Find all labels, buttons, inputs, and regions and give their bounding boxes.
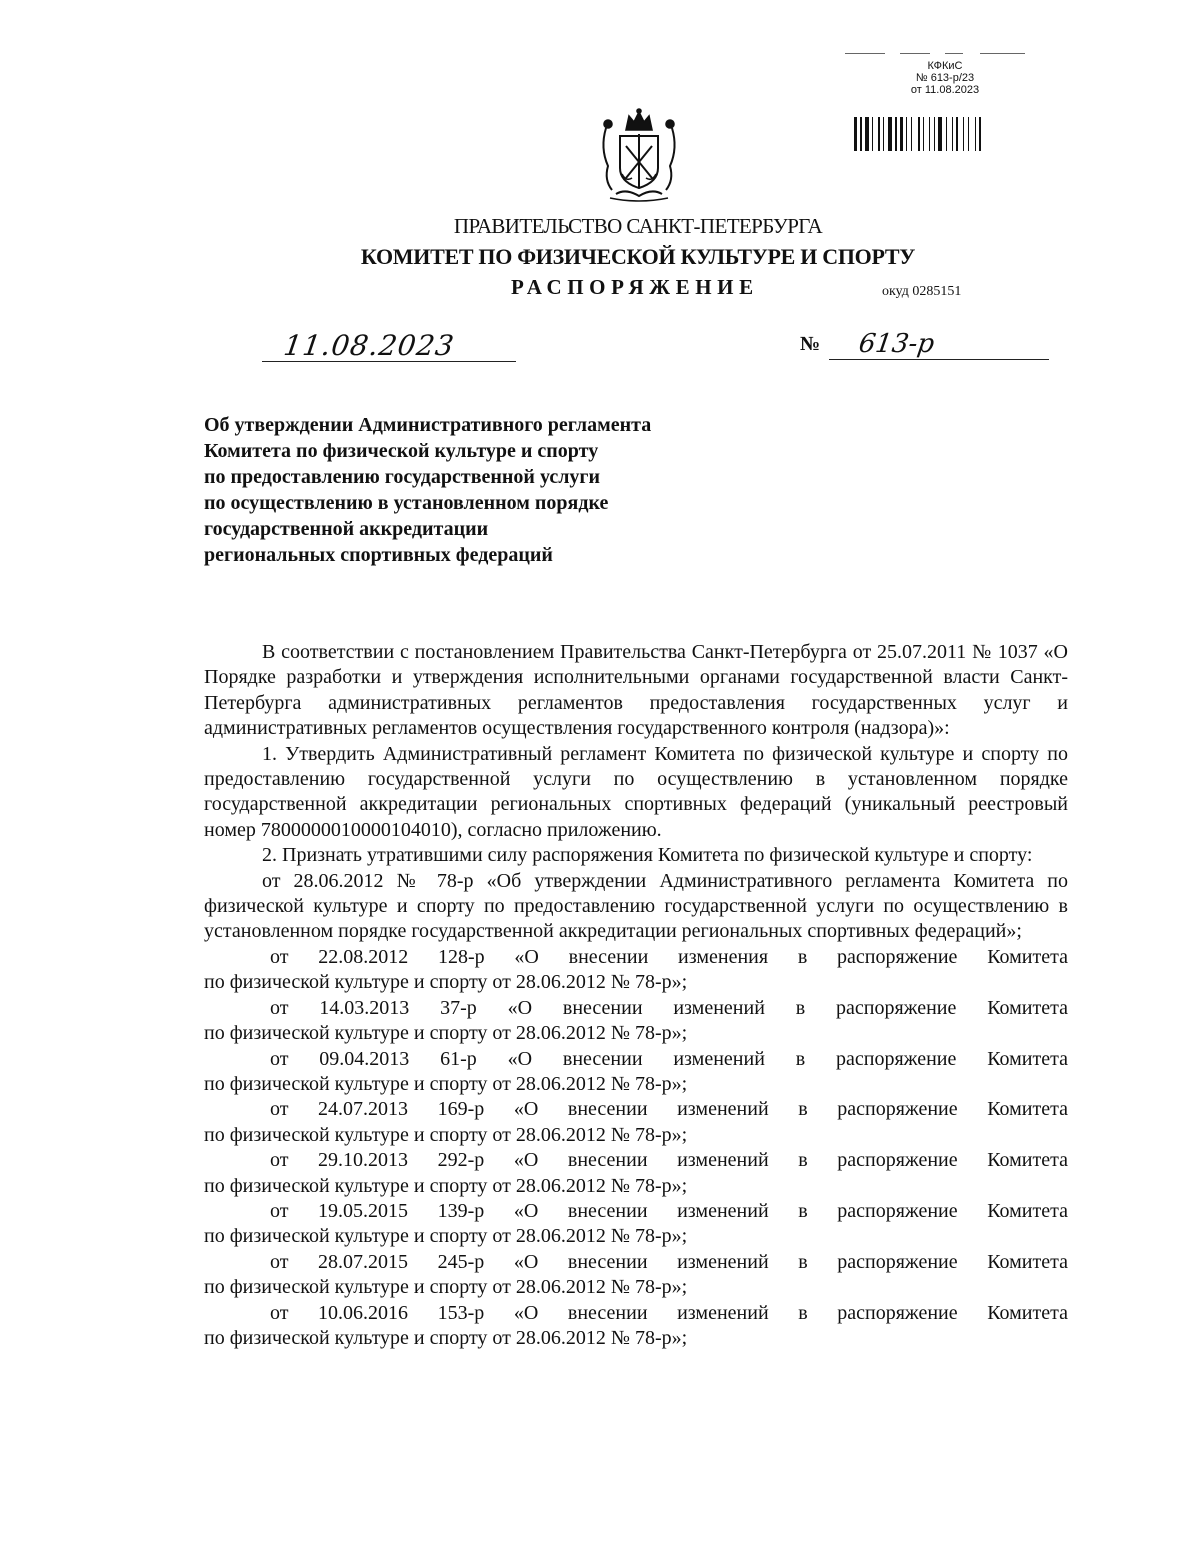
stamp-org: КФКиС	[927, 60, 963, 72]
amendment-head: от 24.07.2013 169-р «О внесении изменений в распоряжение Комитета	[270, 1098, 1068, 1121]
amendment-head: от 22.08.2012 128-р «О внесении изменения в распоряжение Комитета	[270, 945, 1068, 968]
amendment-head: от 10.06.2016 153-р «О внесении изменений в распоряжение Комитета	[270, 1301, 1068, 1324]
amendment-head: от 19.05.2015 139-р «О внесении изменений в распоряжение Комитета	[270, 1199, 1068, 1222]
amendment-head: от 14.03.2013 37-р «О внесении изменений в распоряжение Комитета	[270, 996, 1068, 1019]
document-date: 11.08.2023	[281, 329, 457, 362]
document-number: 613-р	[856, 329, 937, 359]
amendment-tail: по физической культуре и спорту от 28.06.2012 № 78-р»;	[204, 1022, 688, 1045]
registration-stamp	[840, 50, 1040, 96]
amendment-tail: по физической культуре и спорту от 28.06.2012 № 78-р»;	[204, 1276, 688, 1299]
barcode-icon	[850, 117, 1030, 203]
stamp-number: № 613-р/23	[915, 72, 975, 84]
document-body	[204, 640, 1068, 1351]
document-date-field	[262, 329, 516, 362]
number-label: №	[800, 333, 821, 355]
repealed-order-main: от 28.06.2012 № 78-р «Об утверждении Административного регламента Комитета по физической культуре и спорту по предоставлению государственной услуги по осуществлению в установленном порядке государственной аккредитации региональных спортивных федераций»;	[204, 869, 1068, 943]
okud-code: окуд 0285151	[882, 284, 962, 299]
amendment-tail: по физической культуре и спорту от 28.06.2012 № 78-р»;	[204, 971, 688, 994]
government-name: ПРАВИТЕЛЬСТВО САНКТ-ПЕТЕРБУРГА	[453, 214, 823, 238]
title-line: Об утверждении Административного регламента	[204, 414, 652, 436]
document-title	[204, 412, 651, 568]
document-number-field	[829, 329, 1049, 360]
amendment-tail: по физической культуре и спорту от 28.06.2012 № 78-р»;	[204, 1326, 688, 1349]
document-type: РАСПОРЯЖЕНИЕ	[511, 275, 759, 299]
title-line: Комитета по физической культуре и спорту	[204, 440, 599, 462]
amendment-tail: по физической культуре и спорту от 28.06.2012 № 78-р»;	[204, 1072, 688, 1095]
stamp-dashes	[840, 50, 1040, 60]
amendment-tail: по физической культуре и спорту от 28.06.2012 № 78-р»;	[204, 1225, 688, 1248]
amendment-head: от 28.07.2015 245-р «О внесении изменений в распоряжение Комитета	[270, 1250, 1068, 1273]
preamble: В соответствии с постановлением Правительства Санкт-Петербурга от 25.07.2011 № 1037 «О Порядке разработки и утверждения исполнительными органами государственной власти Санкт-Петербурга административных регламентов предоставления государственных услуг и административных регламентов осуществления государственного контроля (надзора)»:	[204, 641, 1068, 740]
stamp-date: от 11.08.2023	[910, 84, 980, 96]
title-line: региональных спортивных федераций	[204, 544, 553, 566]
amendment-tail: по физической культуре и спорту от 28.06.2012 № 78-р»;	[204, 1174, 688, 1197]
title-line: по осуществлению в установленном порядке	[204, 492, 609, 514]
amendment-tail: по физической культуре и спорту от 28.06.2012 № 78-р»;	[204, 1123, 688, 1146]
committee-name: КОМИТЕТ ПО ФИЗИЧЕСКОЙ КУЛЬТУРЕ И СПОРТУ	[360, 244, 916, 269]
item-1: 1. Утвердить Административный регламент Комитета по физической культуре и спорту по предоставлению государственной услуги по осуществлению в установленном порядке государственной аккредитации региональных спортивных федераций (уникальный реестровый номер 7800000010000104010), согласно приложению.	[204, 742, 1068, 841]
amendment-head: от 29.10.2013 292-р «О внесении изменений в распоряжение Комитета	[270, 1149, 1068, 1172]
title-line: по предоставлению государственной услуги	[204, 466, 601, 488]
coat-of-arms-icon	[596, 108, 682, 204]
amendment-head: от 09.04.2013 61-р «О внесении изменений в распоряжение Комитета	[270, 1047, 1068, 1070]
title-line: государственной аккредитации	[204, 518, 489, 540]
item-2: 2. Признать утратившими силу распоряжения Комитета по физической культуре и спорту:	[262, 844, 1033, 867]
